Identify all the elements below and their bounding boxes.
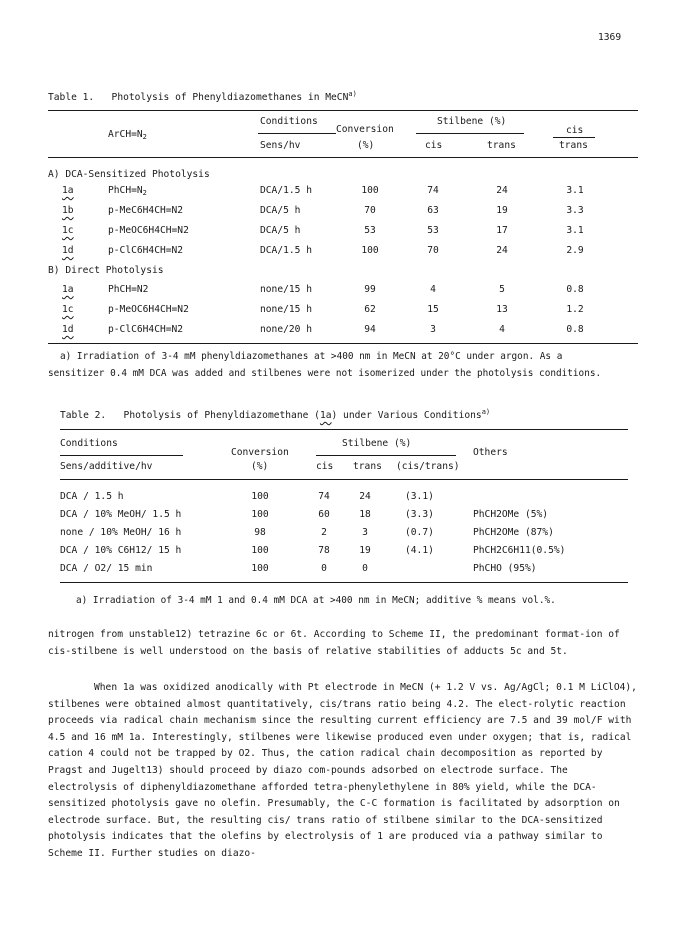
cis-cell: 78	[318, 545, 330, 556]
condition-cell: none / 10% MeOH/ 16 h	[60, 527, 182, 538]
table1-header-conversion: Conversion	[336, 124, 394, 135]
others-cell: PhCH2OMe (87%)	[473, 527, 554, 538]
compound-formula: p-ClC6H4CH=N2	[108, 245, 184, 256]
condition-cell: DCA / 1.5 h	[60, 491, 124, 502]
compound-formula: p-MeOC6H4CH=N2	[108, 304, 189, 315]
conversion-cell: 99	[364, 284, 376, 295]
table1-header-ratio-bottom: trans	[559, 140, 588, 151]
table1-header-rule	[48, 157, 638, 158]
cis-cell: 4	[430, 284, 436, 295]
cis-cell: 70	[427, 245, 439, 256]
table1-section-b: B) Direct Photolysis	[48, 265, 164, 276]
table2-header-ratio: (cis/trans)	[396, 461, 460, 472]
table2-header-rule	[60, 479, 628, 480]
table1-header-conditions: Conditions	[260, 116, 318, 127]
trans-cell: 24	[496, 185, 508, 196]
conversion-cell: 62	[364, 304, 376, 315]
table1-header-conversion-unit: (%)	[357, 140, 375, 151]
trans-cell: 3	[362, 527, 368, 538]
compound-id: 1c	[62, 304, 74, 315]
condition-cell: none/20 h	[260, 324, 312, 335]
conversion-cell: 98	[254, 527, 266, 538]
cis-cell: 74	[427, 185, 439, 196]
table1-header-compound: $ArCH=N_2$	[108, 129, 147, 141]
cis-cell: 0	[321, 563, 327, 574]
table1-stilbene-rule	[416, 133, 524, 134]
trans-cell: 19	[359, 545, 371, 556]
trans-cell: 19	[496, 205, 508, 216]
ratio-cell: 1.2	[566, 304, 584, 315]
page-number: 1369	[598, 32, 622, 43]
ratio-cell: 0.8	[566, 284, 584, 295]
conversion-cell: 100	[251, 509, 269, 520]
condition-cell: none/15 h	[260, 304, 312, 315]
table1-footnote-line1: a) Irradiation of 3-4 mM phenyldiazomethanes at >400 nm in MeCN at 20°C under argon. As a	[60, 351, 563, 362]
table2-header-sens: Sens/additive/hv	[60, 461, 153, 472]
conversion-cell: 100	[361, 185, 379, 196]
trans-cell: 24	[359, 491, 371, 502]
table2-footnote: a) Irradiation of 3-4 mM 1 and 0.4 mM DCA at >400 nm in MeCN; additive % means vol.%.	[76, 595, 556, 606]
cis-cell: 53	[427, 225, 439, 236]
table2-conditions-rule	[60, 455, 183, 456]
condition-cell: none/15 h	[260, 284, 312, 295]
cis-cell: 74	[318, 491, 330, 502]
compound-id: 1d	[62, 324, 74, 335]
table2-header-others: Others	[473, 447, 508, 458]
trans-cell: 24	[496, 245, 508, 256]
table1-header-stilbene: Stilbene (%)	[437, 116, 507, 127]
condition-cell: DCA/1.5 h	[260, 245, 312, 256]
condition-cell: DCA / 10% C6H12/ 15 h	[60, 545, 182, 556]
compound-id: 1c	[62, 225, 74, 236]
compound-formula: p-MeOC6H4CH=N2	[108, 225, 189, 236]
table1-header-cis: cis	[425, 140, 443, 151]
conversion-cell: 100	[251, 491, 269, 502]
table1-ratio-rule	[553, 137, 595, 138]
conversion-cell: 94	[364, 324, 376, 335]
ratio-cell: 0.8	[566, 324, 584, 335]
ratio-cell: 3.1	[566, 185, 584, 196]
ratio-cell: 3.1	[566, 225, 584, 236]
trans-cell: 13	[496, 304, 508, 315]
cis-cell: 15	[427, 304, 439, 315]
table2-top-rule	[60, 429, 628, 430]
compound-formula: PhCH=N2	[108, 284, 149, 295]
table2-header-cis: cis	[316, 461, 334, 472]
compound-formula: p-MeC6H4CH=N2	[108, 205, 184, 216]
conversion-cell: 70	[364, 205, 376, 216]
table2-header-trans: trans	[353, 461, 382, 472]
ratio-cell: (3.3)	[405, 509, 434, 520]
conversion-cell: 100	[361, 245, 379, 256]
condition-cell: DCA / O2/ 15 min	[60, 563, 153, 574]
table2-caption: Table 2. Photolysis of Phenyldiazomethane (1a) under Various Conditions$^{a)}$	[60, 408, 491, 421]
ratio-cell: 2.9	[566, 245, 584, 256]
others-cell: PhCH2OMe (5%)	[473, 509, 549, 520]
conversion-cell: 53	[364, 225, 376, 236]
table1-header-trans: trans	[487, 140, 516, 151]
table2-header-conditions: Conditions	[60, 438, 118, 449]
ratio-cell: (4.1)	[405, 545, 434, 556]
trans-cell: 5	[499, 284, 505, 295]
condition-cell: DCA / 10% MeOH/ 1.5 h	[60, 509, 182, 520]
cis-cell: 63	[427, 205, 439, 216]
cis-cell: 2	[321, 527, 327, 538]
ratio-cell: (0.7)	[405, 527, 434, 538]
table1-caption: Table 1. Photolysis of Phenyldiazomethanes in MeCN$^{a)}$	[48, 90, 357, 103]
trans-cell: 0	[362, 563, 368, 574]
table1-top-rule	[48, 110, 638, 111]
condition-cell: DCA/5 h	[260, 205, 301, 216]
conversion-cell: 100	[251, 545, 269, 556]
table1-section-a: A) DCA-Sensitized Photolysis	[48, 169, 210, 180]
table1-header-sens: Sens/hv	[260, 140, 301, 151]
trans-cell: 18	[359, 509, 371, 520]
table2-stilbene-rule	[316, 455, 456, 456]
compound-id: 1d	[62, 245, 74, 256]
table2-bottom-rule	[60, 582, 628, 583]
compound-id: 1b	[62, 205, 74, 216]
compound-formula: p-ClC6H4CH=N2	[108, 324, 184, 335]
table1-header-ratio-top: cis	[566, 125, 584, 136]
table2-header-conversion: Conversion	[231, 447, 289, 458]
condition-cell: DCA/5 h	[260, 225, 301, 236]
cis-cell: 60	[318, 509, 330, 520]
compound-formula: $PhCH=N_2$	[108, 185, 147, 197]
table2-header-stilbene: Stilbene (%)	[342, 438, 412, 449]
ratio-cell: (3.1)	[405, 491, 434, 502]
body-paragraph-1: nitrogen from unstable12) tetrazine 6c or 6t. According to Scheme II, the predominant format-ion of cis-stilbene is well understood on the basis of relative stabilities of adducts 5c and 5t.	[48, 629, 620, 657]
table1-conditions-rule	[258, 133, 336, 134]
others-cell: PhCHO (95%)	[473, 563, 537, 574]
trans-cell: 4	[499, 324, 505, 335]
table1-bottom-rule	[48, 343, 638, 344]
trans-cell: 17	[496, 225, 508, 236]
compound-id: 1a	[62, 284, 74, 295]
condition-cell: DCA/1.5 h	[260, 185, 312, 196]
cis-cell: 3	[430, 324, 436, 335]
body-paragraph-2: When 1a was oxidized anodically with Pt electrode in MeCN (+ 1.2 V vs. Ag/AgCl; 0.1 M LiClO4), stilbenes were obtained almost quantitatively, cis/trans ratio being 4.2. The elect-rolytic reaction proceeds via radical chain mechanism since the resulting current efficiency are 7.5 and 39 mol/F with 4.5 and 16 mM 1a. Interestingly, stilbenes were likewise produced even under oxygen; that is, radical cation 4 could not be trapped by O2. Thus, the cation radical chain decomposition as reported by Pragst and Jugelt13) should proceed by diazo com-pounds adsorbed on electrode surface. The electrolysis of diphenyldiazomethane afforded tetra-phenylethylene in 80% yield, while the DCA-sensitized photolysis gave no olefin. Presumably, the C-C formation is facilitated by adsorption on electrode surface. But, the resulting cis/ trans ratio of stilbene similar to the DCA-sensitized photolysis indicates that the olefins by electrolysis of 1 are produced via a pathway similar to Scheme II. Further studies on diazo-	[48, 682, 637, 859]
compound-id: 1a	[62, 185, 74, 196]
others-cell: PhCH2C6H11(0.5%)	[473, 545, 566, 556]
table2-header-conversion-unit: (%)	[251, 461, 269, 472]
conversion-cell: 100	[251, 563, 269, 574]
ratio-cell: 3.3	[566, 205, 584, 216]
table1-footnote-line2: sensitizer 0.4 mM DCA was added and stilbenes were not isomerized under the photolysis conditions.	[48, 368, 602, 379]
